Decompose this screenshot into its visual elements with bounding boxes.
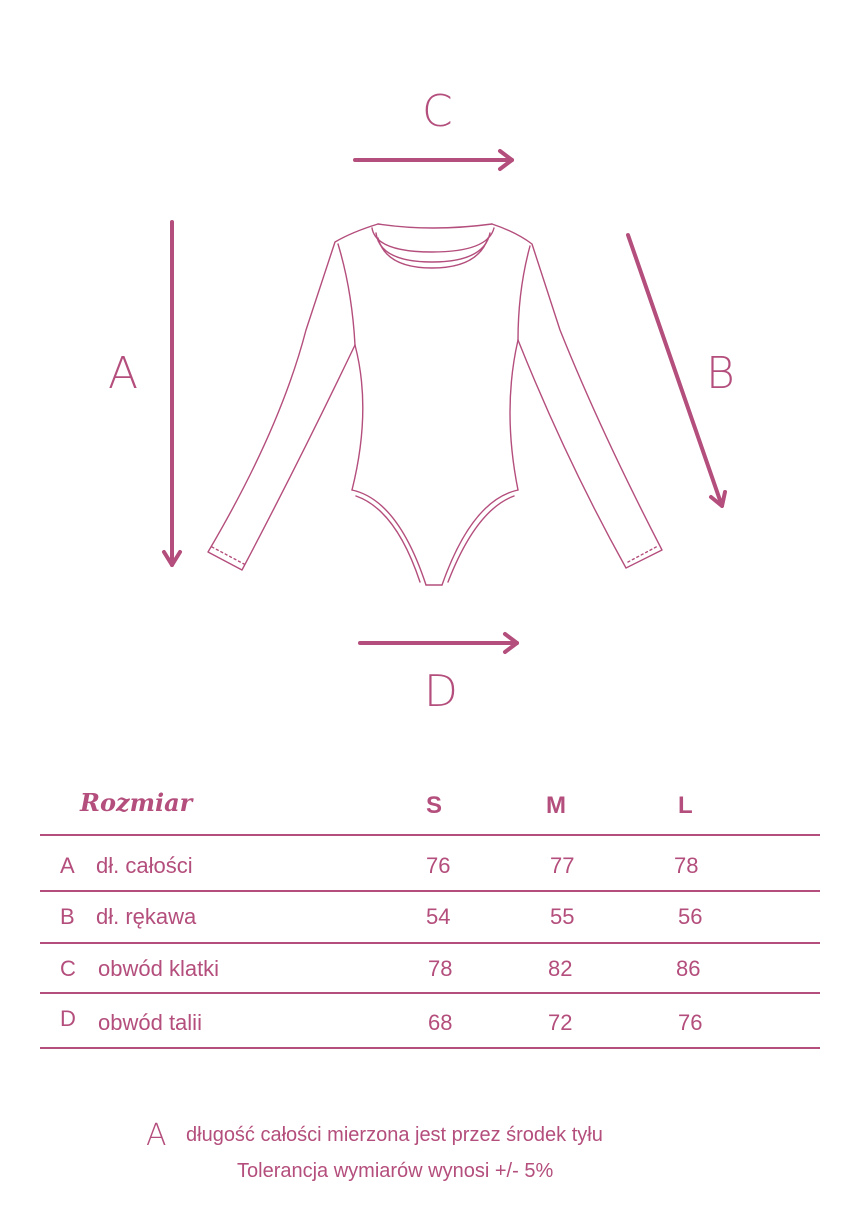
row-label: obwód talii xyxy=(98,1010,202,1035)
table-bottom-rule xyxy=(40,1047,820,1049)
size-header-m: M xyxy=(546,792,566,819)
row-value-l: 76 xyxy=(678,1010,703,1035)
row-label: dł. całości xyxy=(96,853,193,878)
row-value-s: 54 xyxy=(426,904,451,929)
arrow-c xyxy=(355,151,512,169)
row-value-l: 56 xyxy=(678,904,703,929)
size-header-s: S xyxy=(426,792,443,819)
row-value-m: 77 xyxy=(550,853,575,878)
row-value-s: 76 xyxy=(426,853,451,878)
row-key: B xyxy=(60,904,75,929)
footer-tolerance: Tolerancja wymiarów wynosi +/- 5% xyxy=(237,1160,554,1182)
row-value-m: 72 xyxy=(548,1010,573,1035)
arrow-a xyxy=(164,222,180,565)
row-value-m: 55 xyxy=(550,904,575,929)
row-label: dł. rękawa xyxy=(96,904,197,929)
row-value-l: 86 xyxy=(676,956,701,981)
row-value-s: 78 xyxy=(428,956,453,981)
label-d: D xyxy=(424,666,458,717)
row-value-l: 78 xyxy=(674,853,699,878)
label-c: C xyxy=(422,86,453,137)
row-divider xyxy=(40,992,820,994)
row-label: obwód klatki xyxy=(98,956,220,981)
bodysuit-outline xyxy=(208,224,662,585)
row-value-s: 68 xyxy=(428,1010,453,1035)
label-b: B xyxy=(706,348,735,399)
arrow-d xyxy=(360,634,517,652)
row-key: C xyxy=(60,956,76,981)
footer-note-text: długość całości mierzona jest przez środek tyłu xyxy=(186,1124,603,1146)
size-header-l: L xyxy=(678,792,693,819)
row-value-m: 82 xyxy=(548,956,573,981)
row-key: A xyxy=(60,853,75,878)
row-divider xyxy=(40,942,820,944)
footer-note-letter: A xyxy=(146,1118,167,1153)
row-key: D xyxy=(60,1006,76,1031)
row-divider xyxy=(40,890,820,892)
size-table-title: Rozmiar xyxy=(80,788,193,817)
table-header-divider xyxy=(40,834,820,836)
label-a: A xyxy=(108,348,139,399)
